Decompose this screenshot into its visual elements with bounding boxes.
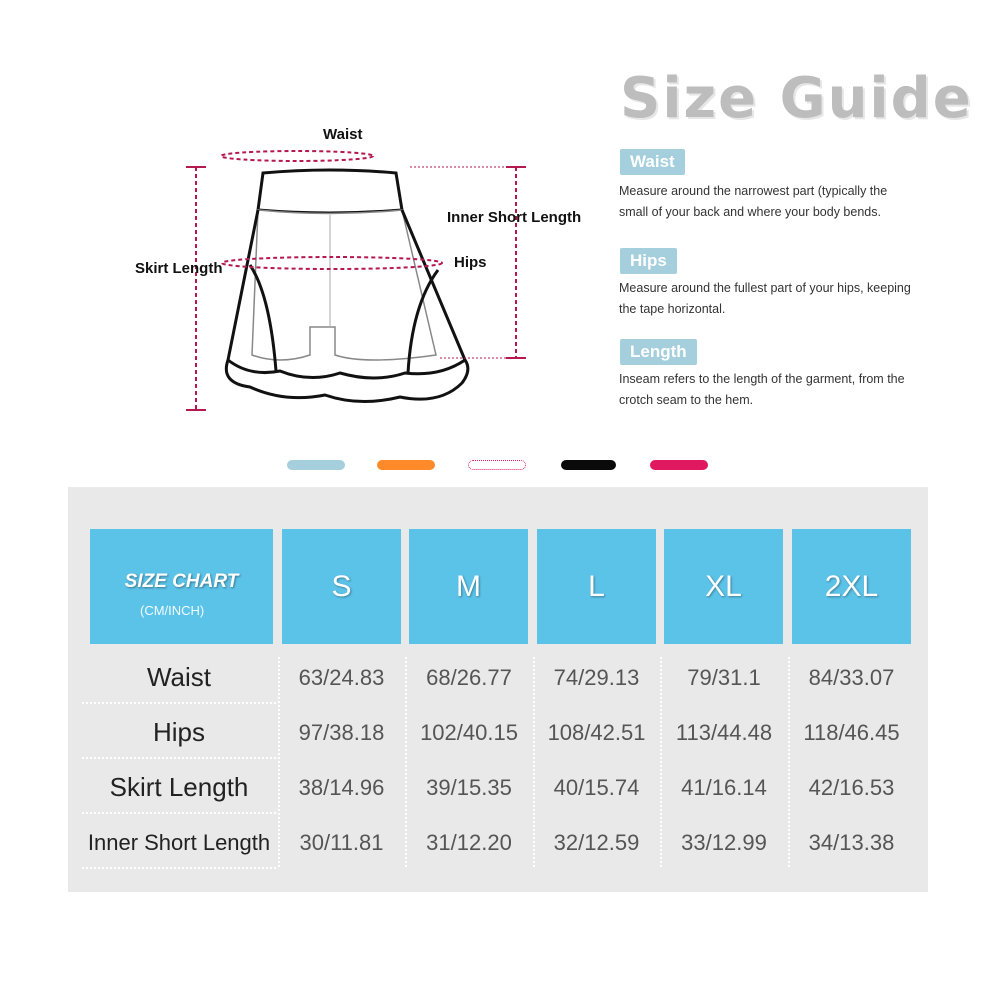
size-header-2xl: 2XL: [792, 529, 911, 644]
table-cell: 39/15.35: [426, 774, 512, 800]
row-label-skirt-length: Skirt Length: [109, 772, 249, 802]
size-chart-table: [68, 487, 928, 892]
hips-description: Measure around the fullest part of your hips, keeping the tape horizontal.: [619, 281, 911, 316]
table-cell: 31/12.20: [426, 829, 512, 855]
inner-short-length-label: Inner Short Length: [447, 209, 582, 226]
size-chart-units: (CM/INCH): [140, 603, 205, 618]
skirt-length-label: Skirt Length: [135, 260, 223, 277]
row-label-waist: Waist: [146, 662, 212, 692]
table-cell: 41/16.14: [681, 774, 767, 800]
table-cell: 34/13.38: [808, 829, 895, 855]
hips-label: Hips: [454, 254, 487, 271]
skirt-diagram: [120, 115, 610, 425]
length-badge: Length: [620, 339, 697, 365]
table-cell: 79/31.1: [687, 664, 761, 690]
table-cell: 113/44.48: [675, 719, 773, 745]
table-cell: 108/42.51: [547, 719, 646, 745]
size-header-s: S: [282, 529, 401, 644]
table-cell: 63/24.83: [298, 664, 385, 690]
table-cell: 118/46.45: [803, 719, 900, 745]
table-cell: 74/29.13: [553, 664, 640, 690]
size-chart-header: [90, 529, 273, 644]
size-header-xl: XL: [664, 529, 783, 644]
size-header-l: L: [537, 529, 656, 644]
table-cell: 33/12.99: [681, 829, 767, 855]
color-swatch-orange[interactable]: [377, 460, 435, 470]
table-cell: 84/33.07: [808, 664, 895, 690]
color-swatch-light-blue[interactable]: [287, 460, 345, 470]
color-swatch-white[interactable]: [468, 460, 526, 470]
table-cell: 40/15.74: [553, 774, 640, 800]
row-label-hips: Hips: [152, 717, 205, 747]
color-swatch-black[interactable]: [561, 460, 616, 470]
row-label-inner-short-length: Inner Short Length: [87, 829, 271, 855]
length-description: Inseam refers to the length of the garment, from the crotch seam to the hem.: [619, 372, 905, 407]
color-swatch-rose-red[interactable]: [650, 460, 708, 470]
waist-label: Waist: [323, 126, 363, 143]
waist-description: Measure around the narrowest part (typically the small of your back and where your body bends.: [619, 184, 888, 219]
table-cell: 97/38.18: [298, 719, 385, 745]
table-cell: 30/11.81: [299, 829, 384, 855]
table-cell: 102/40.15: [420, 719, 518, 745]
waist-badge: Waist: [620, 149, 685, 175]
hips-badge: Hips: [620, 248, 677, 274]
table-cell: 38/14.96: [298, 774, 385, 800]
size-header-m: M: [409, 529, 528, 644]
table-cell: 68/26.77: [426, 664, 512, 690]
size-chart-title: SIZE CHART: [124, 571, 239, 592]
table-cell: 32/12.59: [553, 829, 640, 855]
size-guide-title: Size Guide: [620, 66, 973, 131]
table-cell: 42/16.53: [808, 774, 895, 800]
